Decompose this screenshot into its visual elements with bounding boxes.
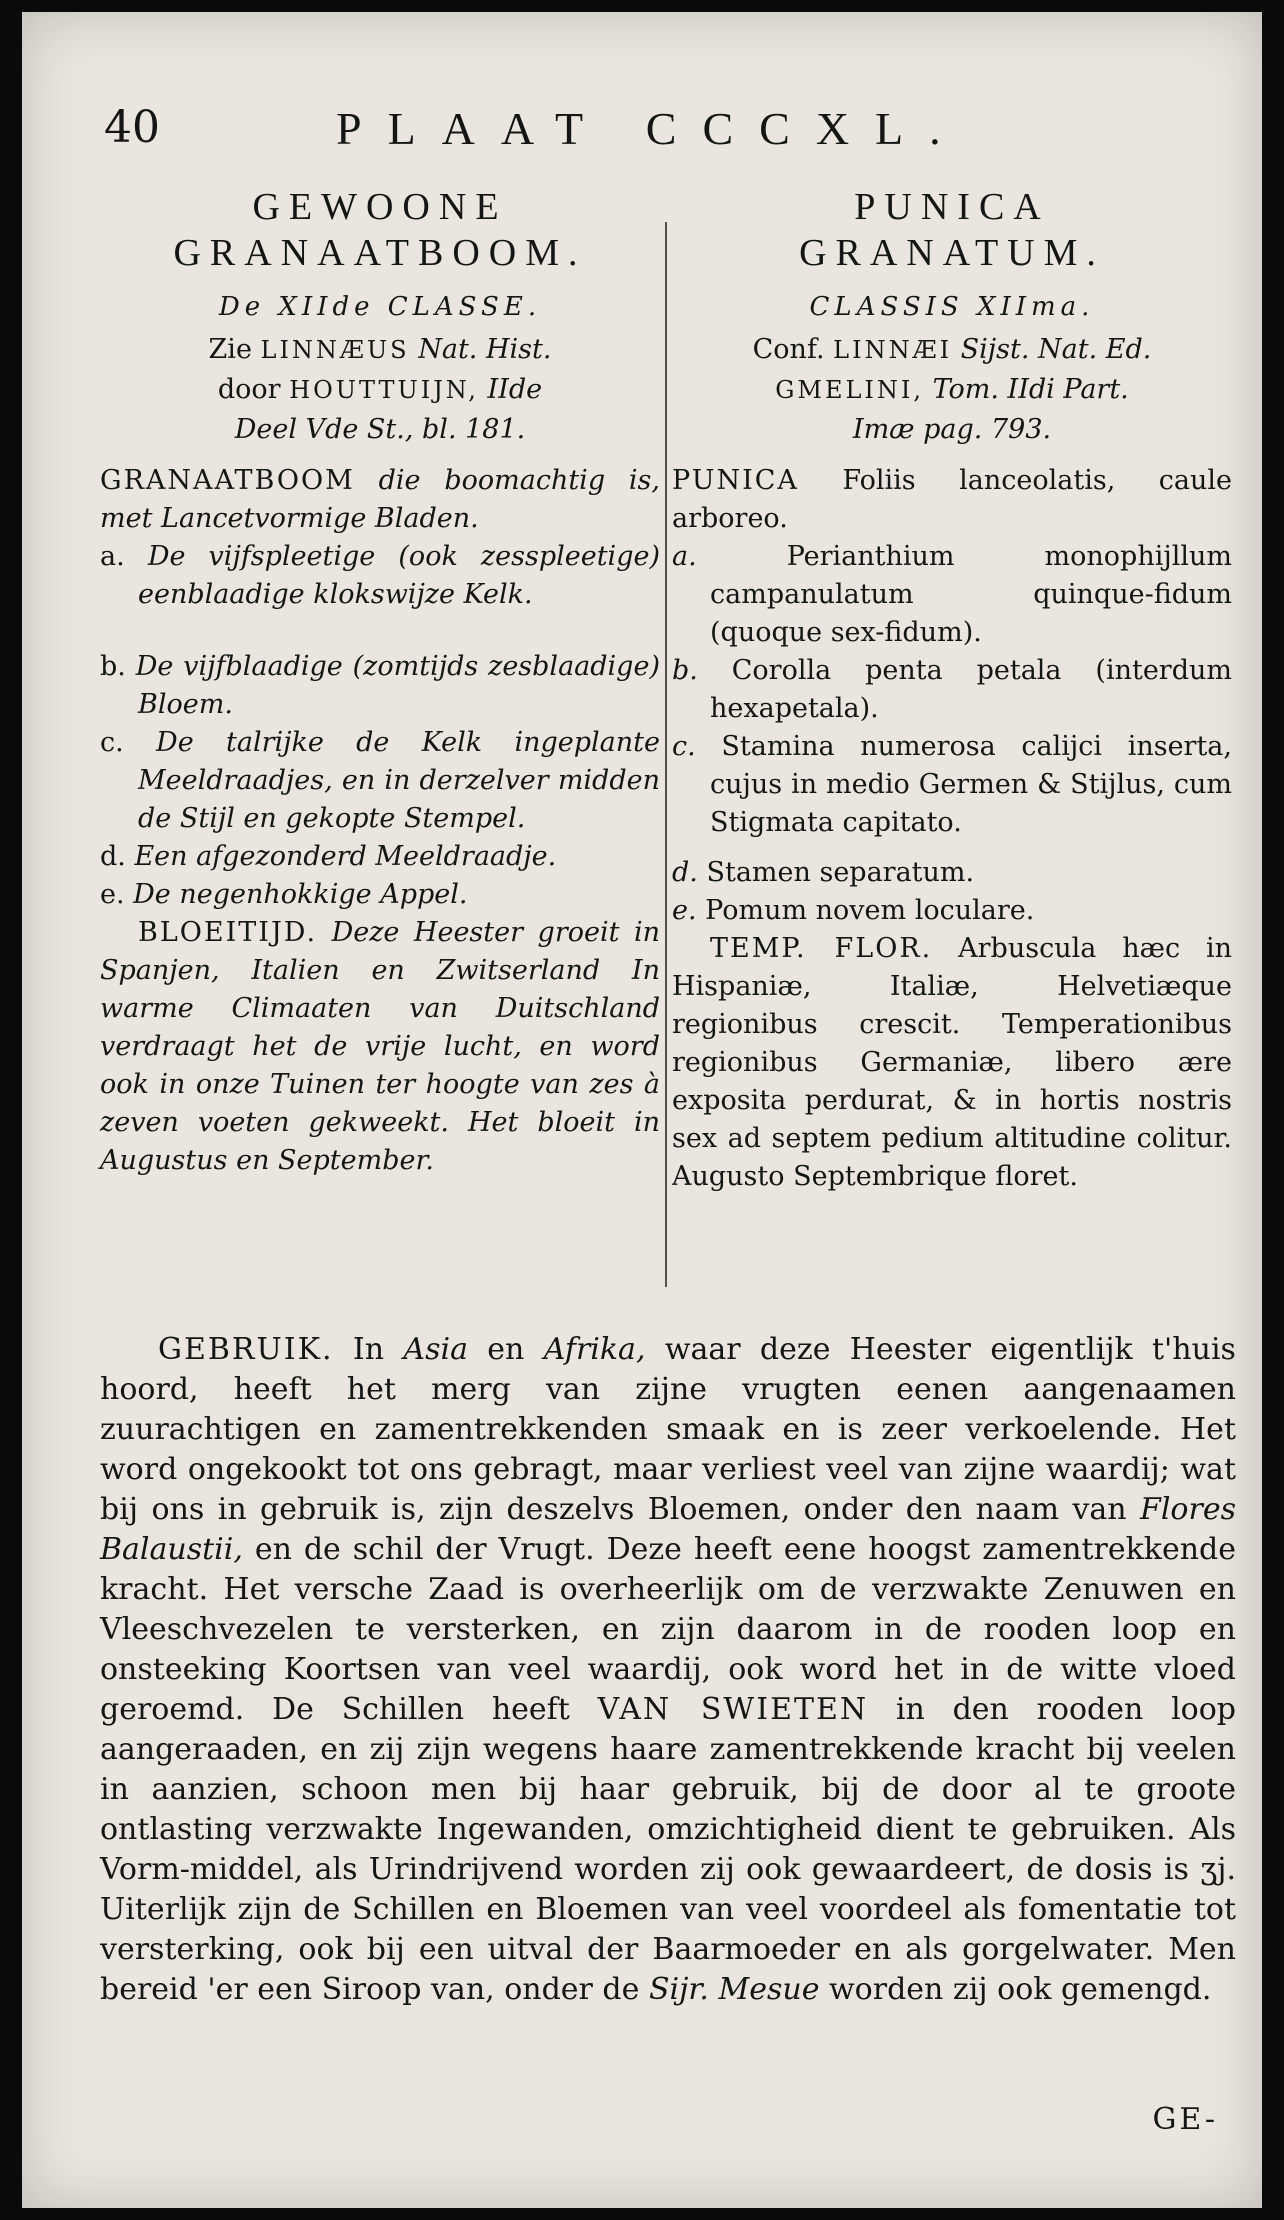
usage-label: GEBRUIK. bbox=[158, 1332, 334, 1367]
dutch-body bbox=[100, 462, 660, 1180]
flowering-text: Deze Heester groeit in Spanjen, Italien en Zwitserland In warme Climaaten van Duitschland verdraagt het de vrije lucht, en word ook in onze Tuinen ter hoogte van zes à zeven voeten gekweekt. Het bloeit in Augustus en September. bbox=[100, 917, 660, 1176]
dutch-heading-line1: GEWOONE bbox=[252, 186, 508, 228]
item-text: Een afgezonderd Meeldraadje. bbox=[134, 841, 557, 872]
ref-author: LINNÆUS bbox=[260, 336, 410, 364]
dutch-class-line: De XIIde CLASSE. bbox=[218, 292, 542, 322]
catchword: GE- bbox=[1152, 2102, 1218, 2137]
latin-description bbox=[672, 462, 1232, 538]
latin-heading-line1: PUNICA bbox=[854, 186, 1050, 228]
usage-text: In bbox=[352, 1332, 385, 1367]
latin-item-d bbox=[672, 854, 1232, 892]
usage-paragraph bbox=[100, 1330, 1236, 2010]
item-letter: d. bbox=[100, 841, 126, 872]
item-letter: d. bbox=[672, 857, 698, 888]
dutch-item-c bbox=[100, 724, 660, 838]
dutch-reference bbox=[100, 330, 660, 450]
latin-item-e bbox=[672, 892, 1232, 930]
ref-author: LINNÆI bbox=[833, 336, 953, 364]
latin-item-a bbox=[672, 538, 1232, 652]
item-text: Stamen separatum. bbox=[706, 857, 975, 888]
item-text: Perianthium monophijllum campanulatum quinque-fidum (quoque sex-fidum). bbox=[710, 541, 1232, 648]
item-text: De negenhokkige Appel. bbox=[133, 879, 468, 910]
item-text: Corolla penta petala (interdum hexapetala). bbox=[710, 655, 1232, 724]
usage-text: worden zij ook gemengd. bbox=[829, 1972, 1212, 2007]
usage-section bbox=[100, 1330, 1236, 2010]
latin-class-line: CLASSIS XIIma. bbox=[809, 292, 1095, 322]
usage-text: en bbox=[487, 1332, 525, 1367]
usage-place: Asia bbox=[403, 1332, 468, 1367]
book-page bbox=[22, 12, 1262, 2208]
ref-editor: GMELINI, bbox=[775, 376, 925, 404]
usage-author: VAN SWIETEN bbox=[597, 1692, 869, 1727]
ref-part: Tom. IIdi Part. bbox=[932, 374, 1129, 405]
dutch-item-d bbox=[100, 838, 660, 876]
description-lead: PUNICA bbox=[672, 465, 799, 496]
item-text: De vijfblaadige (zomtijds zesblaadige) Bloem. bbox=[135, 651, 660, 720]
usage-text: in den rooden loop aangeraaden, en zij zijn wegens haare zamentrekkende kracht bij veelen in aanzien, schoon men bij haar gebruik, bij de door al te groote ontlasting verzwakte Ingewanden, omzichtigheid dient te gebruiken. Als Vorm-middel, als Urindrijvend worden zij ook gewaardeert, de dosis is ʒj. Uiterlijk zijn de Schillen en Bloemen van veel voordeel als fomentatie tot versterking, ook bij een uitval der Baarmoeder en als gorgelwater. Men bereid 'er een Siroop van, onder de bbox=[100, 1692, 1236, 2007]
dutch-flowering bbox=[100, 914, 660, 1180]
item-text: De talrijke de Kelk ingeplante Meeldraadjes, en in derzelver midden de Stijl en gekopte Stempel. bbox=[138, 727, 660, 834]
item-text: De vijfspleetige (ook zesspleetige) eenblaadige klokswijze Kelk. bbox=[138, 541, 660, 610]
ref-text: Zie bbox=[208, 334, 252, 365]
item-letter: c. bbox=[672, 731, 696, 762]
page-number: 40 bbox=[104, 102, 160, 153]
item-letter: e. bbox=[672, 895, 697, 926]
item-letter: a. bbox=[672, 541, 697, 572]
item-letter: b. bbox=[100, 651, 126, 682]
page-header bbox=[104, 102, 1192, 172]
dutch-column bbox=[100, 184, 660, 1180]
ref-text: door bbox=[217, 374, 281, 405]
ref-work: Nat. Hist. bbox=[418, 334, 552, 365]
latin-body bbox=[672, 462, 1232, 1196]
dutch-item-b bbox=[100, 648, 660, 724]
column-divider bbox=[665, 222, 667, 1287]
dutch-description bbox=[100, 462, 660, 538]
item-text: Pomum novem loculare. bbox=[705, 895, 1035, 926]
description-text: Foliis lanceolatis, caule arboreo. bbox=[672, 465, 1232, 534]
dutch-heading-line2: GRANAATBOOM. bbox=[173, 232, 587, 274]
usage-term: Flores Balaustii, bbox=[100, 1492, 1236, 1567]
ref-part: IIde bbox=[487, 374, 543, 405]
item-letter: e. bbox=[100, 879, 125, 910]
latin-column bbox=[672, 184, 1232, 1196]
dutch-item-a bbox=[100, 538, 660, 614]
flowering-label: TEMP. FLOR. bbox=[710, 933, 933, 964]
ref-work: Sijst. Nat. Ed. bbox=[960, 334, 1152, 365]
flowering-text: Arbuscula hæc in Hispaniæ, Italiæ, Helvetiæque regionibus crescit. Temperationibus regionibus Germaniæ, libero ære exposita perdurat, & in hortis nostris sex ad septem pedium altitudine colitur. Augusto Septembrique floret. bbox=[672, 933, 1232, 1192]
ref-text: Conf. bbox=[752, 334, 825, 365]
item-letter: b. bbox=[672, 655, 698, 686]
usage-term: Sijr. Mesue bbox=[648, 1972, 820, 2007]
latin-item-c bbox=[672, 728, 1232, 842]
usage-text: waar deze Heester eigentlijk t'huis hoord, heeft het merg van zijne vrugten eenen aangenaamen zuurachtigen en zamentrekkenden smaak en is zeer verkoelende. Het word ongekookt tot ons gebragt, maar verliest veel van zijne waardij; wat bij ons in gebruik is, zijn deszelvs Bloemen, onder den naam van bbox=[100, 1332, 1236, 1527]
item-text: Stamina numerosa calijci inserta, cujus in medio Germen & Stijlus, cum Stigmata capitato. bbox=[710, 731, 1232, 838]
flowering-label: BLOEITIJD. bbox=[138, 917, 318, 948]
dutch-item-e bbox=[100, 876, 660, 914]
latin-item-b bbox=[672, 652, 1232, 728]
latin-heading-line2: GRANATUM. bbox=[799, 232, 1105, 274]
item-letter: a. bbox=[100, 541, 125, 572]
plate-title: PLAAT CCCXL. bbox=[336, 103, 967, 154]
ref-location: Deel Vde St., bl. 181. bbox=[234, 414, 526, 445]
item-letter: c. bbox=[100, 727, 124, 758]
usage-place: Afrika, bbox=[543, 1332, 646, 1367]
ref-location: Imæ pag. 793. bbox=[852, 414, 1052, 445]
latin-reference bbox=[672, 330, 1232, 450]
ref-editor: HOUTTUIJN, bbox=[289, 376, 479, 404]
description-lead: GRANAATBOOM bbox=[100, 465, 355, 496]
latin-flowering bbox=[672, 930, 1232, 1196]
description-text: die boomachtig is, met Lancetvormige Bladen. bbox=[100, 465, 660, 534]
usage-text: en de schil der Vrugt. Deze heeft eene hoogst zamentrekkende kracht. Het versche Zaad is overheerlijk om de verzwakte Zenuwen en Vleeschvezelen te versterken, en zijn daarom in de rooden loop en onsteeking Koortsen van veel waardij, ook word het in de witte vloed geroemd. De Schillen heeft bbox=[100, 1532, 1236, 1727]
